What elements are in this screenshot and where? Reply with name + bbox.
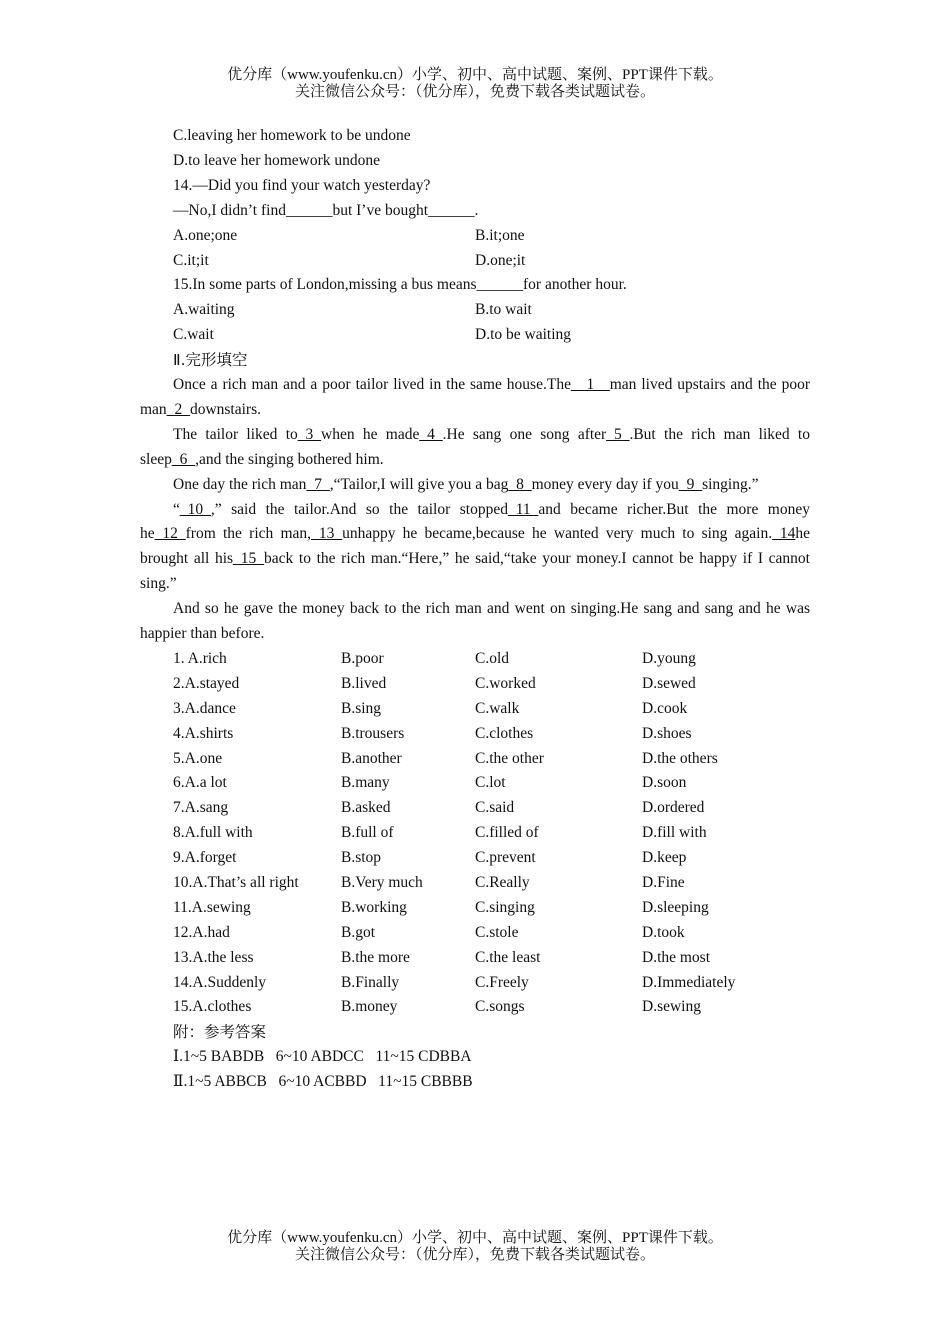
option-a: 7.A.sang — [173, 799, 229, 817]
blank-6: _6_ — [171, 450, 196, 468]
blank-13: _13_ — [311, 525, 343, 543]
option-d: D.took — [642, 923, 685, 941]
p3-text-c: money every day if you — [531, 475, 679, 493]
option-a: 6.A.a lot — [173, 774, 227, 792]
blank-12: _12_ — [154, 525, 186, 543]
option-d: D.soon — [642, 774, 687, 792]
option-a: 8.A.full with — [173, 824, 253, 842]
option-a: 10.A.That’s all right — [173, 873, 299, 891]
option-c: C.Freely — [475, 973, 529, 991]
passage-paragraph-1 — [140, 373, 810, 423]
blank-10: _10_ — [179, 500, 211, 518]
q14-options-row-2 — [140, 249, 810, 274]
option-row — [140, 722, 810, 747]
option-c: C.filled of — [475, 824, 539, 842]
answers-section-2: Ⅱ.1~5 ABBCB 6~10 ACBBD 11~15 CBBBB — [173, 1073, 473, 1091]
p2-text-d: .But the rich man liked to sleep — [140, 425, 810, 468]
option-a: 3.A.dance — [173, 699, 236, 717]
blank-3: _3_ — [297, 425, 321, 443]
p4-text-g: back to the rich man.“Here,” he said,“take your money.I cannot be happy if I cannot sing.” — [140, 550, 810, 593]
option-d: D.shoes — [642, 724, 692, 742]
p2-text-a: The tailor liked to — [173, 425, 298, 443]
option-d: D.keep — [642, 849, 687, 867]
option-a: 15.A.clothes — [173, 998, 252, 1016]
option-row — [140, 647, 810, 672]
option-d: D.cook — [642, 699, 688, 717]
q15-stem-text-b: for another hour. — [523, 276, 627, 294]
q14-option-a: A.one;one — [173, 226, 238, 244]
blank-11: _11_ — [507, 500, 539, 518]
option-row — [140, 697, 810, 722]
p3-text-a: One day the rich man — [173, 475, 307, 493]
option-c: C.the other — [475, 749, 544, 767]
p1-text-a: Once a rich man and a poor tailor lived in the same house.The — [173, 376, 571, 393]
option-b: B.Finally — [341, 973, 400, 991]
option-d: D.young — [642, 649, 696, 667]
option-b: B.sing — [341, 699, 382, 717]
option-d: D.the most — [642, 948, 711, 966]
q15-stem — [140, 273, 810, 298]
option-b: B.many — [341, 774, 390, 792]
q14-options-row-1 — [140, 224, 810, 249]
q14-option-d: D.one;it — [475, 251, 526, 269]
q15-option-c: C.wait — [173, 326, 214, 344]
q13-option-c: C.leaving her homework to be undone — [173, 127, 411, 144]
option-d: D.ordered — [642, 799, 705, 817]
footer-line-1: 优分库（www.youfenku.cn）小学、初中、高中试题、案例、PPT课件下载。 — [227, 1230, 723, 1246]
option-row — [140, 747, 810, 772]
p4-text-f: he brought all his — [140, 525, 810, 568]
blank-15: _15_ — [233, 550, 265, 568]
page-footer — [0, 1230, 950, 1264]
q15-option-a: A.waiting — [173, 301, 235, 319]
q14-reply-end: . — [474, 201, 479, 219]
p4-text-d: from the rich man, — [185, 525, 312, 543]
cloze-options-list — [140, 647, 810, 1020]
q14-blank-2: ______ — [428, 201, 475, 219]
option-c: C.said — [475, 799, 515, 817]
blank-8: _8_ — [508, 475, 532, 493]
option-b: B.poor — [341, 649, 384, 667]
q15-stem-text-a: 15.In some parts of London,missing a bus means — [173, 276, 477, 294]
q14-option-c: C.it;it — [173, 251, 209, 269]
p4-text-e: unhappy he became,because he wanted very much to sing again. — [342, 525, 773, 543]
header-line-1: 优分库（www.youfenku.cn）小学、初中、高中试题、案例、PPT课件下载。 — [227, 67, 723, 83]
option-b: B.lived — [341, 674, 387, 692]
document-body — [140, 124, 810, 1095]
option-b: B.Very much — [341, 873, 423, 891]
q14-blank-1: ______ — [285, 201, 333, 219]
option-b: B.working — [341, 898, 407, 916]
option-c: C.walk — [475, 699, 520, 717]
p2-text-e: ,and the singing bothered him. — [195, 450, 384, 468]
q15-option-b: B.to wait — [475, 301, 532, 319]
option-b: B.the more — [341, 948, 410, 966]
option-a: 1. A.rich — [173, 649, 227, 667]
option-d: D.Immediately — [642, 973, 736, 991]
option-row — [140, 771, 810, 796]
option-b: B.got — [341, 923, 376, 941]
option-c: C.singing — [475, 898, 535, 916]
option-row — [140, 672, 810, 697]
option-b: B.trousers — [341, 724, 405, 742]
p3-text-b: ,“Tailor,I will give you a bag — [329, 475, 509, 493]
q14-reply-text-a: —No,I didn’t find — [173, 201, 286, 219]
q15-options-row-1 — [140, 298, 810, 323]
option-d: D.sewing — [642, 998, 701, 1016]
section-2-title: Ⅱ.完形填空 — [173, 351, 248, 370]
option-b: B.stop — [341, 849, 382, 867]
passage-paragraph-5: And so he gave the money back to the rich man and went on singing.He sang and sang and he was happier than before. — [140, 600, 810, 643]
passage-paragraph-2 — [140, 423, 810, 473]
option-d: D.sleeping — [642, 898, 709, 916]
option-row — [140, 921, 810, 946]
option-a: 9.A.forget — [173, 849, 237, 867]
option-row — [140, 871, 810, 896]
q14-reply-text-b: but I’ve bought — [332, 201, 429, 219]
passage-paragraph-3 — [140, 473, 810, 498]
option-d: D.Fine — [642, 873, 685, 891]
option-row — [140, 995, 810, 1020]
option-d: D.the others — [642, 749, 718, 767]
blank-2: _2_ — [166, 400, 190, 418]
option-c: C.worked — [475, 674, 536, 692]
p4-text-a: “ — [173, 500, 180, 518]
option-d: D.sewed — [642, 674, 696, 692]
q15-options-row-2 — [140, 323, 810, 348]
answers-title: 附：参考答案 — [173, 1023, 267, 1042]
option-a: 5.A.one — [173, 749, 223, 767]
option-c: C.songs — [475, 998, 525, 1016]
option-row — [140, 896, 810, 921]
option-c: C.stole — [475, 923, 519, 941]
p3-text-d: singing.” — [702, 475, 759, 493]
option-c: C.Really — [475, 873, 530, 891]
option-b: B.asked — [341, 799, 391, 817]
blank-7: _7_ — [306, 475, 330, 493]
p2-text-b: when he made — [321, 425, 420, 443]
p4-text-b: ,” said the tailor.And so the tailor stopped — [210, 500, 508, 518]
option-c: C.lot — [475, 774, 506, 792]
blank-14: _14 — [772, 525, 796, 543]
option-c: C.old — [475, 649, 510, 667]
option-a: 11.A.sewing — [173, 898, 251, 916]
blank-5: _5_ — [606, 425, 630, 443]
p2-text-c: .He sang one song after — [442, 425, 607, 443]
p4-text-c: and became richer.But the more money he — [140, 500, 810, 543]
q15-option-d: D.to be waiting — [475, 326, 571, 344]
option-row — [140, 821, 810, 846]
option-c: C.the least — [475, 948, 541, 966]
option-row — [140, 946, 810, 971]
option-c: C.clothes — [475, 724, 534, 742]
option-d: D.fill with — [642, 824, 707, 842]
q14-reply — [140, 199, 810, 224]
option-row — [140, 796, 810, 821]
blank-1: __1__ — [570, 376, 610, 393]
option-row — [140, 971, 810, 996]
passage-paragraph-4 — [140, 498, 810, 598]
option-a: 14.A.Suddenly — [173, 973, 266, 991]
blank-9: _9_ — [678, 475, 703, 493]
footer-line-2: 关注微信公众号：（优分库），免费下载各类试题试卷。 — [294, 1247, 655, 1263]
q14-stem: 14.—Did you find your watch yesterday? — [173, 176, 431, 194]
option-a: 4.A.shirts — [173, 724, 234, 742]
answers-section-1: Ⅰ.1~5 BABDB 6~10 ABDCC 11~15 CDBBA — [173, 1048, 472, 1066]
p1-text-b: man lived upstairs and the poor man — [140, 376, 811, 418]
option-c: C.prevent — [475, 849, 536, 867]
option-a: 13.A.the less — [173, 948, 254, 966]
q13-option-d: D.to leave her homework undone — [173, 151, 381, 169]
option-b: B.full of — [341, 824, 394, 842]
page-header — [0, 67, 950, 101]
q14-option-b: B.it;one — [475, 226, 525, 244]
option-row — [140, 846, 810, 871]
q15-blank: ______ — [476, 276, 524, 294]
option-b: B.money — [341, 998, 398, 1016]
blank-4: _4_ — [419, 425, 443, 443]
option-b: B.another — [341, 749, 402, 767]
header-line-2: 关注微信公众号：（优分库），免费下载各类试题试卷。 — [294, 84, 655, 100]
p1-text-c: downstairs. — [189, 400, 261, 418]
option-a: 2.A.stayed — [173, 674, 240, 692]
option-a: 12.A.had — [173, 923, 230, 941]
